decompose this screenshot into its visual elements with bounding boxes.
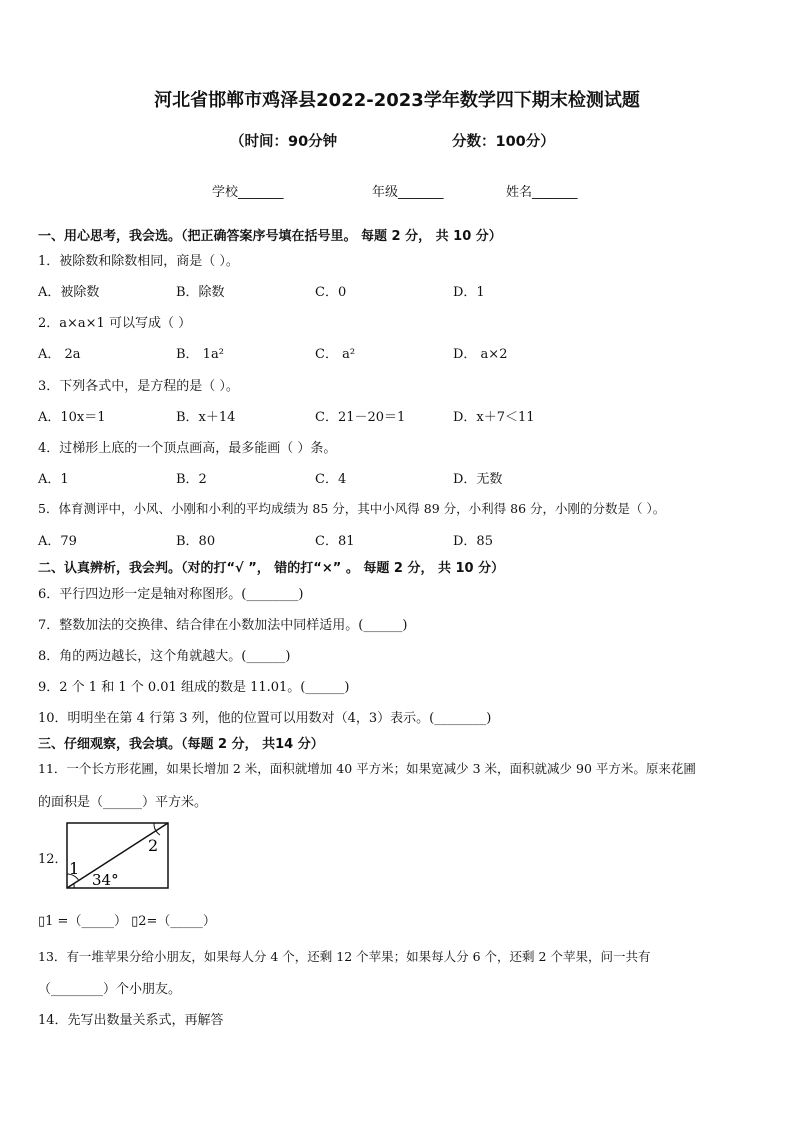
rectangle-angle-figure bbox=[66, 822, 170, 890]
section-2-heading: 二、认真辨析，我会判。（对的打“√ ”， 错的打“×” 。 每题 2 分， 共 10 分） bbox=[38, 561, 505, 576]
q5-option-c: C．81 bbox=[315, 534, 355, 549]
angle-1-label: 1 bbox=[69, 859, 80, 878]
q4-option-d: D．无数 bbox=[453, 472, 503, 487]
question-7: 7．整数加法的交换律、结合律在小数加法中同样适用。(______) bbox=[38, 618, 408, 633]
question-12-answers: ▯1 =（_____） ▯2=（_____） bbox=[38, 914, 216, 929]
name-field: 姓名_______ bbox=[506, 185, 578, 200]
q3-option-b: B．x＋14 bbox=[176, 410, 236, 425]
q4-option-c: C．4 bbox=[315, 472, 347, 487]
question-11-line-2: 的面积是（______）平方米。 bbox=[38, 795, 208, 810]
question-13-line-1: 13．有一堆苹果分给小朋友，如果每人分 4 个，还剩 12 个苹果；如果每人分 6 个，还剩 2 个苹果，问一共有 bbox=[38, 949, 651, 964]
q4-option-a: A．1 bbox=[38, 472, 69, 487]
question-1: 1．被除数和除数相同，商是（ ）。 bbox=[38, 254, 239, 269]
question-11-line-1: 11．一个长方形花圃，如果长增加 2 米，面积就增加 40 平方米；如果宽减少 3 米，面积就减少 90 平方米。原来花圃 bbox=[38, 761, 696, 776]
page-title: 河北省邯郸市鸡泽县2022-2023学年数学四下期末检测试题 bbox=[154, 90, 640, 111]
angle-2-label: 2 bbox=[148, 836, 159, 855]
angle-34-label: 34° bbox=[92, 871, 119, 889]
q1-option-b: B．除数 bbox=[176, 285, 225, 300]
section-3-heading: 三、仔细观察，我会填。（每题 2 分， 共14 分） bbox=[38, 737, 324, 752]
question-12-label: 12． bbox=[38, 852, 68, 867]
q4-option-b: B．2 bbox=[176, 472, 207, 487]
question-13-line-2: （________）个小朋友。 bbox=[38, 982, 182, 997]
total-score: 分数：100分） bbox=[452, 134, 555, 150]
q5-option-a: A．79 bbox=[38, 534, 77, 549]
q3-option-c: C．21－20＝1 bbox=[315, 410, 406, 425]
time-limit: （时间：90分钟 bbox=[230, 134, 338, 150]
question-3: 3．下列各式中，是方程的是（ ）。 bbox=[38, 379, 239, 394]
section-1-heading: 一、用心思考，我会选。（把正确答案序号填在括号里。 每题 2 分， 共 10 分） bbox=[38, 229, 502, 244]
q2-option-a: A． 2a bbox=[38, 347, 81, 362]
q3-option-a: A．10x＝1 bbox=[38, 410, 106, 425]
question-14: 14．先写出数量关系式，再解答 bbox=[38, 1013, 224, 1028]
question-4: 4．过梯形上底的一个顶点画高，最多能画（ ）条。 bbox=[38, 441, 337, 456]
q5-option-d: D．85 bbox=[453, 534, 493, 549]
question-9: 9．2 个 1 和 1 个 0.01 组成的数是 11.01。(______) bbox=[38, 680, 350, 695]
question-2: 2．a×a×1 可以写成（ ） bbox=[38, 316, 192, 331]
q1-option-d: D．1 bbox=[453, 285, 485, 300]
q5-option-b: B．80 bbox=[176, 534, 216, 549]
q1-option-c: C．0 bbox=[315, 285, 347, 300]
q2-option-b: B． 1a² bbox=[176, 347, 224, 362]
grade-field: 年级_______ bbox=[372, 185, 444, 200]
school-field: 学校_______ bbox=[212, 185, 284, 200]
question-8: 8．角的两边越长，这个角就越大。(______) bbox=[38, 649, 291, 664]
question-5: 5．体育测评中，小风、小刚和小利的平均成绩为 85 分，其中小风得 89 分，小利得 86 分，小刚的分数是（ ）。 bbox=[38, 501, 666, 516]
q2-option-d: D． a×2 bbox=[453, 347, 508, 362]
q2-option-c: C． a² bbox=[315, 347, 356, 362]
q3-option-d: D．x＋7＜11 bbox=[453, 410, 535, 425]
q1-option-a: A．被除数 bbox=[38, 285, 100, 300]
question-10: 10．明明坐在第 4 行第 3 列，他的位置可以用数对（4，3）表示。(________) bbox=[38, 711, 492, 726]
question-6: 6．平行四边形一定是轴对称图形。(________) bbox=[38, 587, 304, 602]
